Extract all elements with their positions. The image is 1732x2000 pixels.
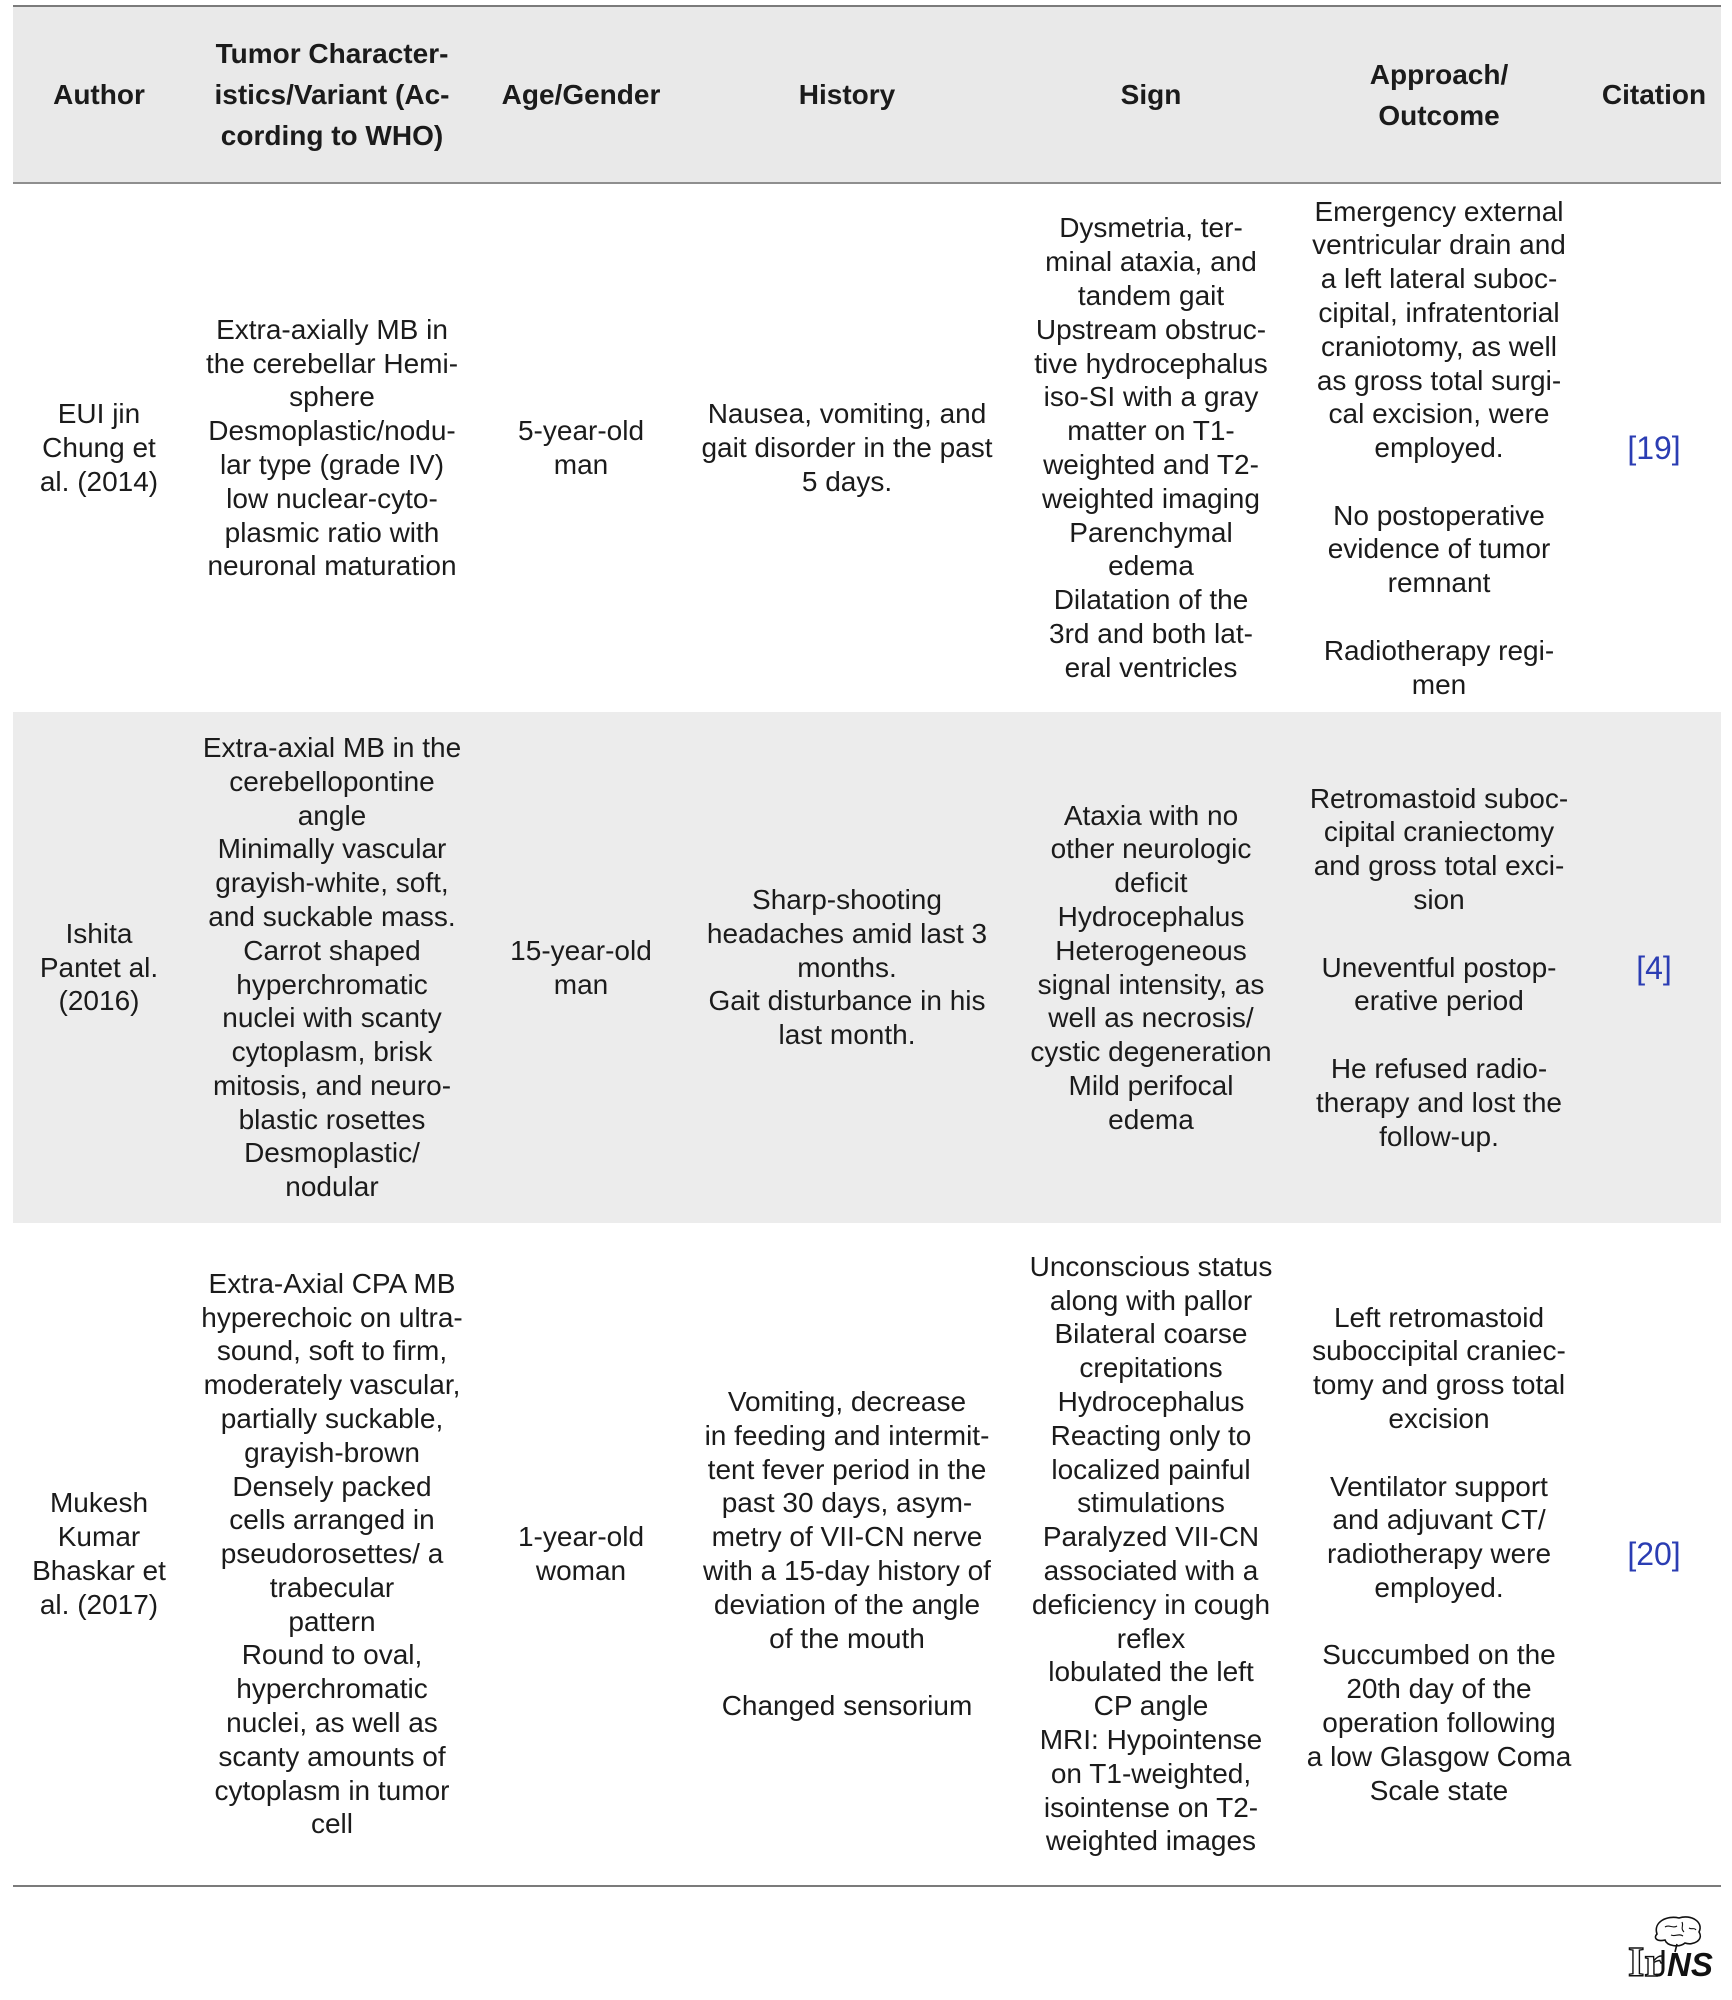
header-history (683, 7, 1011, 182)
cell-citation (1587, 1223, 1721, 1885)
header-citation (1587, 7, 1721, 182)
table-row (13, 712, 1721, 1223)
cell-tumor-text: Extra-axially MB in the cerebellar Hemi- sphere Desmoplastic/nodu- lar type (grade IV) low nuclear-cyto- plasmic ratio with neuronal maturation (205, 313, 459, 582)
citation-link[interactable]: [19] (1627, 430, 1681, 466)
cell-author (13, 712, 185, 1223)
cell-history (683, 712, 1011, 1223)
header-tumor-label: Tumor Character- istics/Variant (Ac- cording to WHO) (214, 38, 450, 151)
cell-sign (1011, 712, 1291, 1223)
header-approach-outcome-label: Approach/ Outcome (1369, 58, 1509, 131)
header-age-gender-label: Age/Gender (501, 79, 661, 110)
cell-approach-outcome (1291, 712, 1587, 1223)
cell-history-text: Vomiting, decrease in feeding and intermit- tent fever period in the past 30 days, asym- metry of VII-CN nerve with a 15-day history of deviation of the angle of the mouth Changed sensorium (703, 1386, 991, 1722)
cell-approach-outcome (1291, 184, 1587, 712)
cell-tumor-text: Extra-Axial CPA MB hyperechoic on ultra- sound, soft to firm, moderately vascular, partially suckable, grayish-brown Densely packed cells arranged in pseudorosettes/ a trabecular pattern Round to oval, hyperchromatic nuclei, as well as scanty amounts of cytoplasm in tumor cell (201, 1267, 463, 1840)
header-citation-label: Citation (1601, 79, 1707, 110)
cell-citation (1587, 184, 1721, 712)
cell-history (683, 1223, 1011, 1885)
cell-tumor-text: Extra-axial MB in the cerebellopontine angle Minimally vascular grayish-white, soft, and suckable mass. Carrot shaped hyperchromatic nuclei with scanty cytoplasm, brisk mitosis, and neuro- blastic rosettes Desmoplastic/ nodular (202, 731, 462, 1203)
cell-age-gender (479, 712, 683, 1223)
cell-sign-text: Dysmetria, ter- minal ataxia, and tandem gait Upstream obstruc- tive hydrocephalus iso-SI with a gray matter on T1- weighted and T2- weighted imaging Parenchymal edema Dilatation of the 3rd and both lat- eral ventricles (1034, 212, 1268, 683)
cell-author-text: Mukesh Kumar Bhaskar et al. (2017) (32, 1487, 166, 1620)
table-row (13, 1223, 1721, 1885)
cell-tumor (185, 1223, 479, 1885)
cell-approach-outcome-text: Left retromastoid suboccipital craniec- tomy and gross total excision Ventilator support and adjuvant CT/ radiotherapy were employed. Succumbed on the 20th day of the operation following a low Glasgow Coma Scale state (1306, 1301, 1572, 1806)
cell-approach-outcome-text: Retromastoid suboc- cipital craniectomy and gross total exci- sion Uneventful postop- erative period He refused radio- therapy and lost the follow-up. (1309, 782, 1569, 1152)
cell-sign (1011, 184, 1291, 712)
header-sign-label: Sign (1120, 79, 1182, 110)
header-sign (1011, 7, 1291, 182)
cell-age-gender (479, 1223, 683, 1885)
cell-tumor (185, 184, 479, 712)
cell-tumor (185, 712, 479, 1223)
cell-age-gender-text: 1-year-old woman (517, 1521, 645, 1586)
cell-author (13, 184, 185, 712)
cell-approach-outcome-text: Emergency external ventricular drain and a left lateral suboc- cipital, infratentorial craniotomy, as well as gross total surgi- cal excision, were employed. No postoperative evidence of tumor remnant Radiotherapy regi- men (1312, 195, 1566, 700)
header-author (13, 7, 185, 182)
table-header-row (13, 7, 1721, 184)
journal-logo (1627, 1912, 1721, 1980)
cell-sign (1011, 1223, 1291, 1885)
table-row (13, 184, 1721, 712)
header-age-gender (479, 7, 683, 182)
cell-history (683, 184, 1011, 712)
logo-letters-left: Ir (1628, 1940, 1663, 1980)
cell-author-text: EUI jin Chung et al. (2014) (39, 398, 159, 497)
cell-author-text: Ishita Pantet al. (2016) (39, 917, 159, 1017)
header-approach-outcome (1291, 7, 1587, 182)
case-table (13, 5, 1721, 1887)
cell-sign-text: Ataxia with no other neurologic deficit Hydrocephalus Heterogeneous signal intensity, as well as necrosis/ cystic degeneration Mild perifocal edema (1030, 799, 1272, 1135)
cell-age-gender (479, 184, 683, 712)
cell-age-gender-text: 15-year-old man (510, 934, 652, 1000)
header-history-label: History (798, 79, 896, 110)
cell-history-text: Sharp-shooting headaches amid last 3 months. Gait disturbance in his last month. (706, 884, 988, 1051)
cell-citation (1587, 712, 1721, 1223)
citation-link[interactable]: [20] (1627, 1536, 1681, 1572)
cell-sign-text: Unconscious status along with pallor Bilateral coarse crepitations Hydrocephalus Reacting only to localized painful stimulations Paralyzed VII-CN associated with a deficiency in cough reflex lobulated the left CP angle MRI: Hypointense on T1-weighted, isointense on T2- weighted images (1029, 1250, 1273, 1857)
cell-approach-outcome (1291, 1223, 1587, 1885)
cell-history-text: Nausea, vomiting, and gait disorder in the past 5 days. (701, 398, 993, 497)
header-author-label: Author (53, 79, 145, 110)
cell-author (13, 1223, 185, 1885)
citation-link[interactable]: [4] (1636, 949, 1672, 986)
header-tumor (185, 7, 479, 182)
logo-letters-right: NS (1667, 1946, 1713, 1980)
cell-age-gender-text: 5-year-old man (517, 415, 645, 480)
